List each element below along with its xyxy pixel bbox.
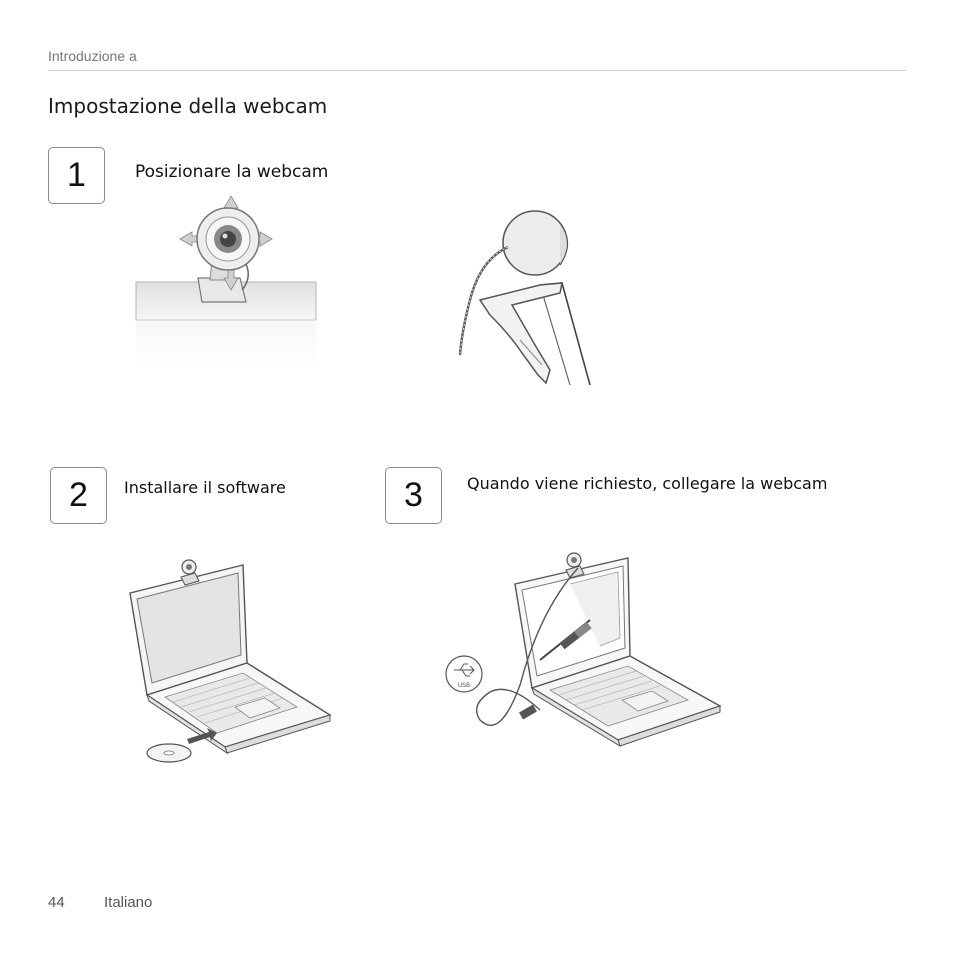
laptop-cd-install-illustration — [125, 555, 340, 770]
footer-language: Italiano — [104, 894, 153, 911]
running-header: Introduzione a — [48, 48, 137, 64]
step-2-title: Installare il software — [124, 478, 286, 497]
step-2-number-box: 2 — [50, 467, 107, 524]
section-title: Impostazione della webcam — [48, 94, 328, 118]
step-3-title: Quando viene richiesto, collegare la webcam — [467, 474, 828, 493]
step-3-number-box: 3 — [385, 467, 442, 524]
webcam-side-view-illustration — [450, 205, 600, 390]
laptop-usb-connect-illustration — [440, 550, 730, 755]
webcam-on-monitor-illustration — [130, 190, 325, 375]
step-1-title: Posizionare la webcam — [135, 162, 329, 182]
step-1-number-box: 1 — [48, 147, 105, 204]
usb-label: USB — [457, 682, 471, 689]
header-divider — [48, 70, 906, 71]
page-number: 44 — [48, 894, 65, 911]
